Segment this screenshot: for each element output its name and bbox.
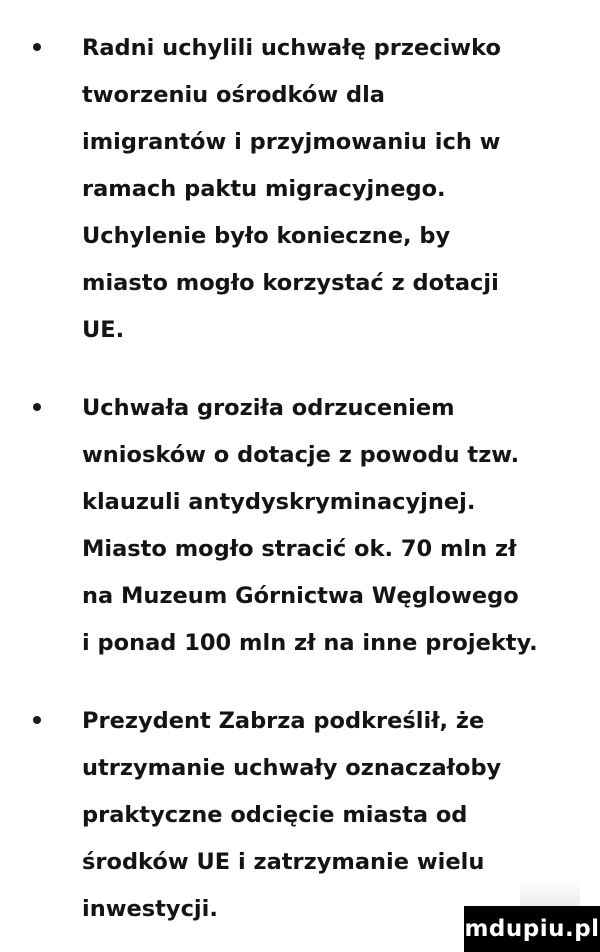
- text-line: Uchwała groziła odrzuceniem: [82, 395, 455, 421]
- text-line: wniosków o dotacje z powodu tzw.: [82, 442, 520, 468]
- text-line: imigrantów i przyjmowaniu ich w: [82, 129, 501, 155]
- watermark-fade: [520, 880, 580, 906]
- text-line: utrzymanie uchwały oznaczałoby: [82, 755, 502, 781]
- text-line: inwestycji.: [82, 896, 218, 922]
- text-line: Prezydent Zabrza podkreślił, że: [82, 708, 485, 734]
- text-line: klauzuli antydyskryminacyjnej.: [82, 489, 476, 515]
- bullet-dot-icon: [33, 716, 41, 724]
- text-line: Uchylenie było konieczne, by: [82, 223, 451, 249]
- text-line: miasto mogło korzystać z dotacji: [82, 270, 499, 296]
- text-line: i ponad 100 mln zł na inne projekty.: [82, 630, 538, 656]
- text-line: środków UE i zatrzymanie wielu: [82, 849, 485, 875]
- watermark-logo[interactable]: mdupiu.pl: [464, 906, 600, 952]
- bullet-dot-icon: [33, 403, 41, 411]
- text-line: ramach paktu migracyjnego.: [82, 176, 446, 202]
- text-line: tworzeniu ośrodków dla: [82, 82, 385, 108]
- text-line: praktyczne odcięcie miasta od: [82, 802, 468, 828]
- text-line: UE.: [82, 317, 125, 343]
- text-line: Miasto mogło stracić ok. 70 mln zł: [82, 536, 517, 562]
- text-line: na Muzeum Górnictwa Węglowego: [82, 583, 519, 609]
- bullet-dot-icon: [33, 43, 41, 51]
- text-line: Radni uchylili uchwałę przeciwko: [82, 35, 501, 61]
